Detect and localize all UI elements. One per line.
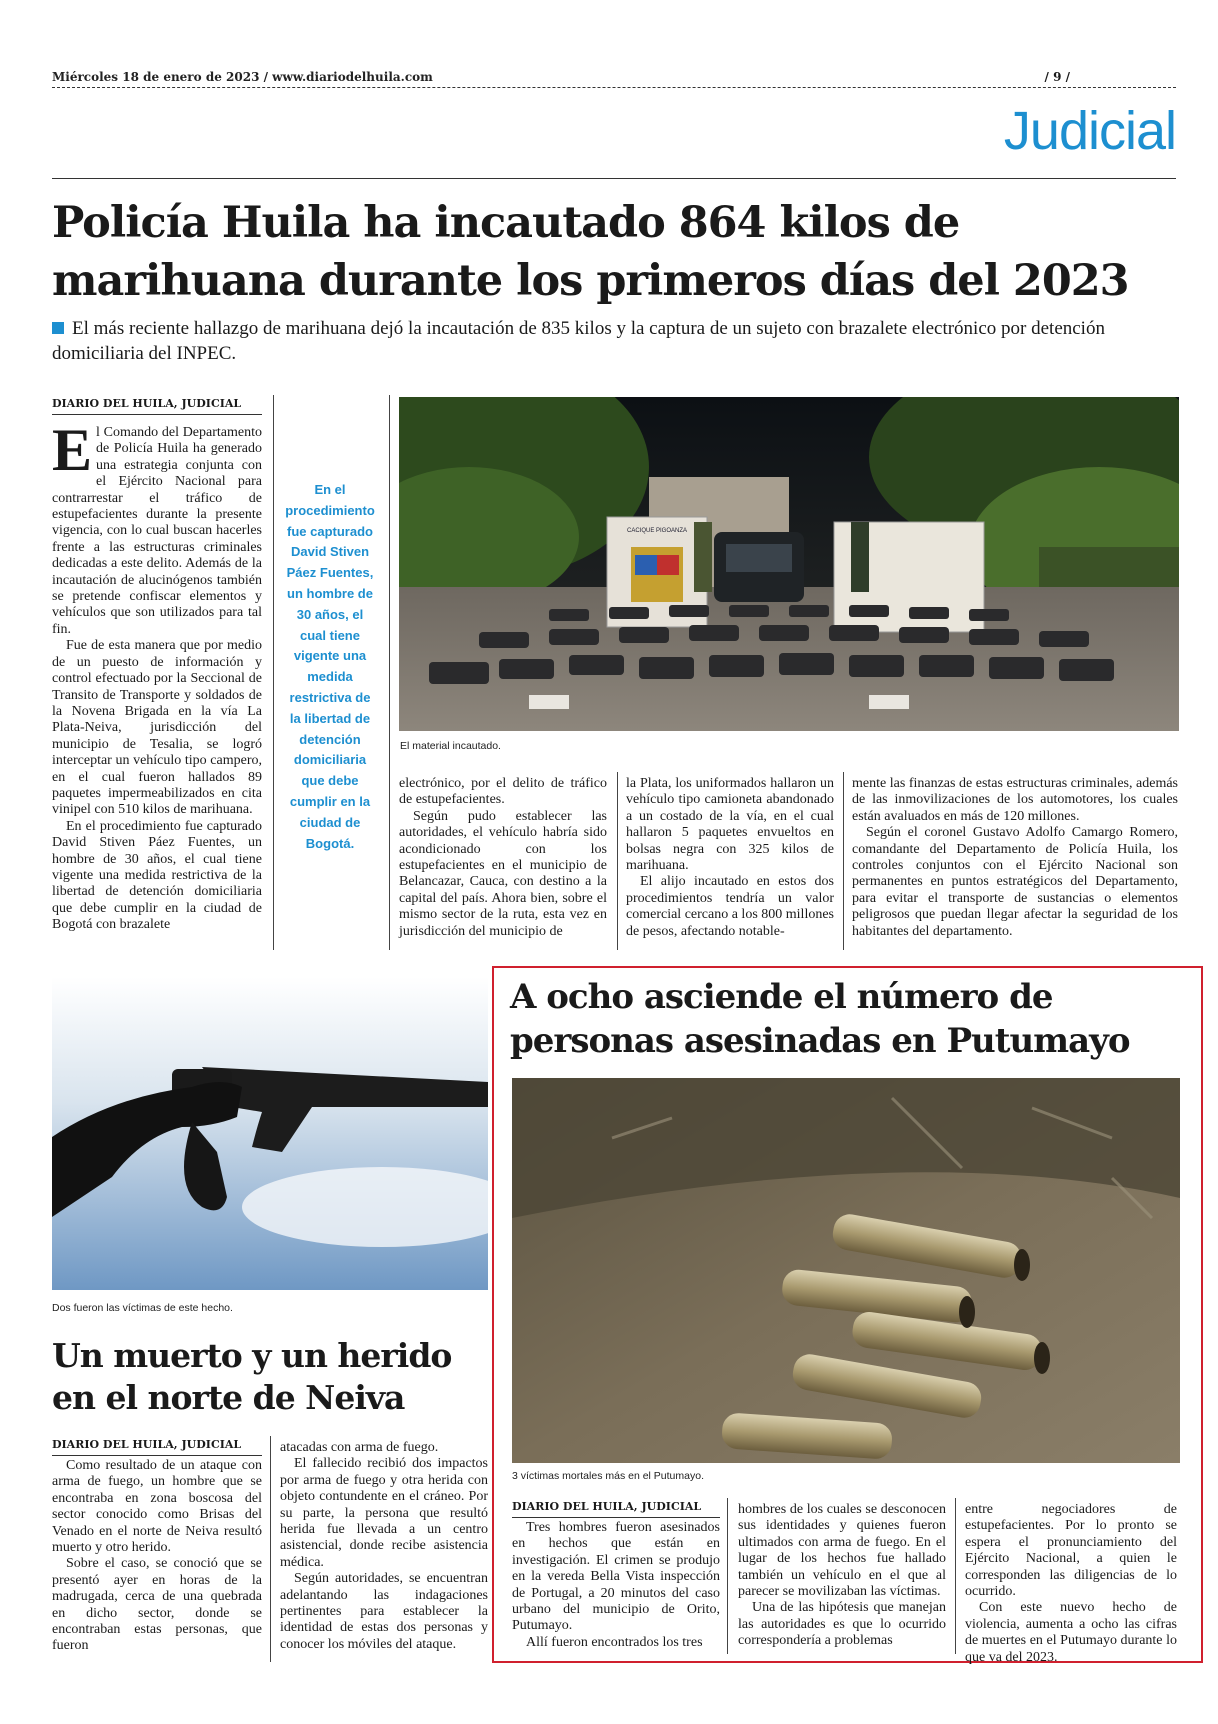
putumayo-col2-p0: hombres de los cuales se desconocen sus identidades y quienes fueron ultimados con arma de fuego. En el lugar de los hechos fue hallado también un vehículo en el que al parecer se movilizaban las víctimas.	[738, 1502, 946, 1600]
seizure-photo-illustration	[399, 397, 1179, 731]
seizure-photo-caption: El material incautado.	[400, 740, 501, 752]
main-column-4	[852, 776, 1178, 940]
main-col3-p1: la Plata, los uniformados hallaron un vehículo tipo camioneta abandonado a un costado de la vía, en el cual hallaron 5 paquetes envueltos en bolsas negra con 325 kilos de marihuana.	[626, 776, 834, 874]
column-rule	[727, 1498, 728, 1654]
main-column-2	[399, 776, 607, 940]
main-col2-p1: electrónico, por el delito de tráfico de estupefacientes.	[399, 776, 607, 808]
lead-bullet-icon	[52, 322, 64, 334]
page-number: / 9 /	[1044, 70, 1070, 84]
neiva-byline: DIARIO DEL HUILA, JUDICIAL	[52, 1438, 262, 1456]
gun-photo-illustration	[52, 977, 488, 1290]
main-col1-text	[52, 417, 262, 934]
bullet-photo-caption: 3 víctimas mortales más en el Putumayo.	[512, 1470, 704, 1482]
putumayo-column-2	[738, 1502, 946, 1650]
neiva-col2-p0: atacadas con arma de fuego.	[280, 1440, 439, 1455]
main-byline: DIARIO DEL HUILA, JUDICIAL	[52, 397, 262, 415]
neiva-col1-p1: Como resultado de un ataque con arma de fuego, un hombre que se encontraba en zona boscosa del sector conocido como Brisas del Venado en el norte de Neiva resultó muerto y otro herido.	[52, 1458, 262, 1556]
main-column-3	[626, 776, 834, 940]
gun-photo	[52, 977, 488, 1290]
putumayo-col1-text	[512, 1520, 720, 1651]
neiva-col1-text	[52, 1458, 262, 1655]
neiva-col2-p1: El fallecido recibió dos impactos por arma de fuego y otra herida con objeto contundente en el cráneo. Por su parte, la persona que resultó herida fue llevada a un centro asistencial, donde recibe asistencia médica.	[280, 1456, 488, 1570]
banner-left-text: CACIQUE PIGOANZA	[626, 528, 688, 534]
column-rule	[273, 395, 274, 950]
column-rule	[617, 772, 618, 950]
main-lead	[52, 316, 1182, 366]
neiva-headline: Un muerto y un herido en el norte de Neiva	[52, 1336, 452, 1417]
main-col3-p2: El alijo incautado en estos dos procedimientos tendría un valor comercial cercano a los 800 millones de pesos, afectando notable-	[626, 874, 834, 939]
main-col2-p2: Según pudo establecer las autoridades, el vehículo habría sido acondicionado con los estupefacientes en el municipio de Belancazar, Cauca, con destino a la capital del país. Ahora bien, sobre el mismo sector de la ruta, esta vez en jurisdicción del municipio de	[399, 808, 607, 939]
section-title: Judicial	[1003, 101, 1176, 161]
column-rule	[389, 395, 390, 950]
putumayo-column-3	[965, 1502, 1177, 1666]
header-divider	[52, 87, 1176, 88]
lead-text: El más reciente hallazgo de marihuana dejó la incautación de 835 kilos y la captura de un sujeto con brazalete electrónico por detención domiciliaria del INPEC.	[52, 318, 1105, 364]
main-column-1	[52, 397, 262, 934]
main-col1-p2: Fue de esta manera que por medio de un puesto de información y control efectuado por la Seccional de Transito de Transporte y soldados de la Novena Brigada en la vía La Plata-Neiva, jurisdicción del municipio de Tesalia, se logró interceptar un vehículo tipo campero, en el cual fueron hallados 89 paquetes impermeabilizados en cita vinipel con 510 kilos de marihuana.	[52, 638, 262, 818]
pull-quote: En el procedimiento fue capturado David Stiven Páez Fuentes, un hombre de 30 años, el cual tiene vigente una medida restrictiva de la libertad de detención domiciliaria que debe cumplir en la ciudad de Bogotá.	[285, 482, 375, 851]
putumayo-column-1	[512, 1500, 720, 1651]
column-rule	[955, 1498, 956, 1654]
putumayo-byline: DIARIO DEL HUILA, JUDICIAL	[512, 1500, 720, 1518]
neiva-col1-p2: Sobre el caso, se conoció que se presentó ayer en horas de la madrugada, cerca de una quebrada en dicho sector, donde se encontraban estas personas, que fueron	[52, 1556, 262, 1654]
bullet-casings-photo	[512, 1078, 1180, 1463]
neiva-column-2	[280, 1440, 488, 1653]
main-headline: Policía Huila ha incautado 864 kilos de marihuana durante los primeros días del 2023	[52, 198, 1129, 306]
gun-photo-caption: Dos fueron las víctimas de este hecho.	[52, 1302, 233, 1314]
dropcap: E	[52, 417, 93, 483]
putumayo-headline: A ocho asciende el número de personas asesinadas en Putumayo	[510, 977, 1130, 1061]
putumayo-col3-p1: Con este nuevo hecho de violencia, aumenta a ocho las cifras de muertes en el Putumayo durante lo que va del 2023.	[965, 1600, 1177, 1665]
main-col1-p3: En el procedimiento fue capturado David Stiven Páez Fuentes, un hombre de 30 años, el cual tiene vigente una medida restrictiva de la libertad de detención domiciliaria que debe cumplir en la ciudad de Bogotá con brazalete	[52, 818, 262, 933]
putumayo-col1-p2: Allí fueron encontrados los tres	[526, 1634, 703, 1650]
putumayo-col2-p1: Una de las hipótesis que manejan las autoridades es que lo ocurrido correspondería a problemas	[738, 1600, 946, 1649]
column-rule	[843, 772, 844, 950]
neiva-column-1	[52, 1438, 262, 1655]
column-rule	[270, 1436, 271, 1662]
main-col4-p1: mente las finanzas de estas estructuras criminales, además de las inmovilizaciones de los automotores, los cuales están avaluados en más de 120 millones.	[852, 776, 1178, 824]
seizure-photo	[399, 397, 1179, 731]
section-divider	[52, 178, 1176, 179]
putumayo-col1-p1: Tres hombres fueron asesinados en hechos que están en investigación. El crimen se produjo en la vereda Bella Vista inspección de Portugal, a 20 minutos del caso urbano del municipio de Orito, Putumayo.	[512, 1520, 720, 1634]
main-col1-p1: l Comando del Departamento de Policía Huila ha generado una estrategia conjunta con el Ejército Nacional para contrarrestar el tráfico de estupefacientes durante la presente vigencia, con lo cual buscan hacerles frente a las estructuras criminales dedicadas a este delito. Además de la incautación de alucinógenos también se pretende confiscar elementos y vehículos que son utilizados para tal fin.	[52, 425, 262, 637]
header-date-site: Miércoles 18 de enero de 2023 / www.diariodelhuila.com	[52, 70, 433, 84]
putumayo-col3-p0: entre negociadores de estupefacientes. Por lo pronto se espera el pronunciamiento del Ejército Nacional, a quien le corresponden las diligencias de lo ocurrido.	[965, 1502, 1177, 1600]
bullet-casings-illustration	[512, 1078, 1180, 1463]
neiva-col2-p2: Según autoridades, se encuentran adelantando las indagaciones pertinentes para establecer la identidad de estas dos personas y conocer los móviles del ataque.	[280, 1571, 488, 1652]
main-col4-p2: Según el coronel Gustavo Adolfo Camargo Romero, comandante del Departamento de Policía Huila, los controles conjuntos con el Ejército Nacional son permanentes en puntos estratégicos del Departamento, para evitar el transporte de sustancias o elementos peligrosos que puedan llegar afectar la seguridad de los habitantes del departamento.	[852, 825, 1178, 939]
